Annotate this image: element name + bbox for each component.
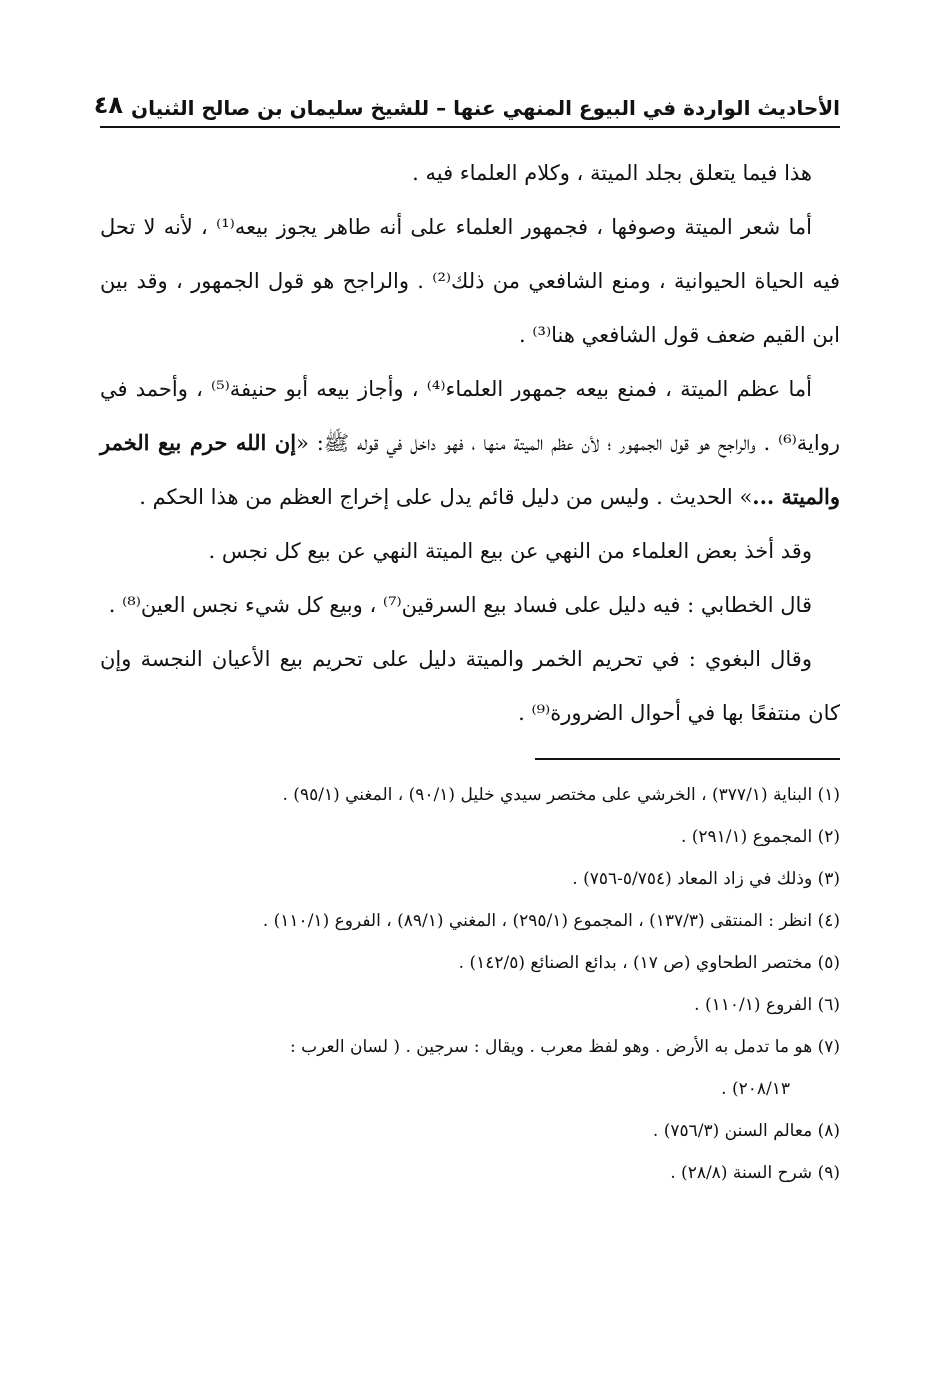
footnote-text: معالم السنن (٧٥٦/٣) . (652, 1121, 813, 1141)
footnote (100, 984, 840, 1026)
footnote-text: البناية (٣٧٧/١) ، الخرشي على مختصر سيدي خليل (٩٠/١) ، المغني (٩٥/١) . (282, 785, 813, 805)
footnote (100, 1152, 840, 1194)
footnote-text: انظر : المنتقى (١٣٧/٣) ، المجموع (٢٩٥/١) ، المغني (٨٩/١) ، الفروع (١١٠/١) . (262, 911, 813, 931)
paragraph-text: أما عظم الميتة ، فمنع بيعه جمهور العلماء⁽⁴⁾ ، وأجاز بيعه أبو حنيفة⁽⁵⁾ ، وأحمد في رواية⁽⁶⁾ . والراجح هو قول الجمهور ؛ لأن عظم الميتة منها ، فهو داخل في قوله ﷺ: « (100, 377, 840, 455)
main-text (100, 146, 840, 740)
footnotes (100, 774, 840, 1194)
paragraph (100, 362, 840, 524)
footnote-number: (٨) (817, 1121, 840, 1141)
footnote-text: الفروع (١١٠/١) . (694, 995, 813, 1015)
footnote-text: هو ما تدمل به الأرض . وهو لفظ معرب . ويقال : سرجين . ( لسان العرب : (289, 1037, 813, 1057)
page-number: ٤٨ (93, 91, 124, 120)
footnote-number: (٤) (817, 911, 840, 931)
footnote-number: (٩) (817, 1163, 840, 1183)
footnote-number: (٥) (817, 953, 840, 973)
footnote (100, 816, 840, 858)
header-title: الأحاديث الواردة في البيوع المنهي عنها – للشيخ سليمان بن صالح الثنيان (131, 96, 840, 120)
footnote-text: مختصر الطحاوي (ص ١٧) ، بدائع الصنائع (١٤٢/٥) . (458, 953, 813, 973)
footnote (100, 1110, 840, 1152)
paragraph: وقال البغوي : في تحريم الخمر والميتة دليل على تحريم بيع الأعيان النجسة وإن كان منتفعًا بها في أحوال الضرورة⁽⁹⁾ . (100, 647, 840, 725)
footnote-number: (٢) (817, 827, 840, 847)
book-page (93, 88, 840, 1308)
paragraph-text: » الحديث . وليس من دليل قائم يدل على إخراج العظم من هذا الحكم . (139, 485, 753, 509)
footnote-number: (٦) (817, 995, 840, 1015)
paragraph: هذا فيما يتعلق بجلد الميتة ، وكلام العلماء فيه . (412, 161, 812, 185)
footnote (100, 1026, 840, 1110)
footnote (100, 942, 840, 984)
footnote-separator (535, 758, 840, 760)
paragraph: قال الخطابي : فيه دليل على فساد بيع السرقين⁽⁷⁾ ، وبيع كل شيء نجس العين⁽⁸⁾ . (108, 593, 812, 617)
footnote-text: وذلك في زاد المعاد (٥/٧٥٤-٧٥٦) . (572, 869, 813, 889)
paragraph: وقد أخذ بعض العلماء من النهي عن بيع الميتة النهي عن بيع كل نجس . (208, 539, 812, 563)
running-header (93, 88, 840, 128)
footnote (100, 858, 840, 900)
hadith-quote: إن الله حرم بيع الخمر والميتة ... (100, 430, 840, 509)
footnote-continuation: ٢٠٨/١٣) . (721, 1079, 790, 1099)
footnote-number: (٣) (817, 869, 840, 889)
footnote-text: شرح السنة (٢٨/٨) . (670, 1163, 813, 1183)
footnote-number: (٧) (817, 1037, 840, 1057)
paragraph: أما شعر الميتة وصوفها ، فجمهور العلماء على أنه طاهر يجوز بيعه⁽¹⁾ ، لأنه لا تحل فيه الحياة الحيوانية ، ومنع الشافعي من ذلك⁽²⁾ . والراجح هو قول الجمهور ، وقد بين ابن القيم ضعف قول الشافعي هنا⁽³⁾ . (100, 215, 840, 347)
footnote (100, 900, 840, 942)
footnote (100, 774, 840, 816)
footnote-text: المجموع (٢٩١/١) . (680, 827, 813, 847)
footnote-number: (١) (817, 785, 840, 805)
